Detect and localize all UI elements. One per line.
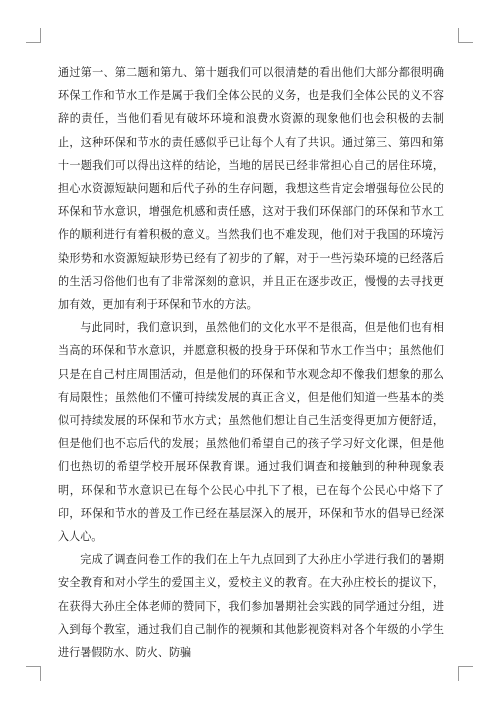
document-body — [58, 61, 444, 664]
crop-mark-bottom-left — [26, 666, 41, 681]
paragraph-survey-conclusions: 通过第一、第二题和第九、第十题我们可以很清楚的看出他们大部分都很明确环保工作和节水工作是属于我们全体公民的义务，也是我们全体公民的义不容辞的责任，当他们看见有破坏环境和浪费水资源的现象他们也会积极的去制止，这种环保和节水的责任感似乎已让每个人有了共识。通过第三、第四和第十一题我们可以得出这样的结论，当地的居民已经非常担心自己的居住环境，担心水资源短缺问题和后代子孙的生存问题，我想这些肯定会增强每位公民的环保和节水意识，增强危机感和责任感，这对于我们环保部门的环保和节水工作的顺利进行有着积极的意义。当然我们也不难发现，他们对于我国的环境污染形势和水资源短缺形势已经有了初步的了解，对于一些污染环境的已经落后的生活习俗他们也有了非常深刻的意识，并且正在逐步改正，慢慢的去寻找更加有效，更加有利于环保和节水的方法。 — [58, 66, 444, 312]
crop-mark-top-left — [26, 28, 41, 43]
crop-mark-top-right — [458, 28, 473, 43]
paragraph-school-education: 完成了调查问卷工作的我们在上午九点回到了大孙庄小学进行我们的暑期安全教育和对小学生的爱国主义，爱校主义的教育。在大孙庄校长的提议下，在获得大孙庄全体老师的赞同下，我们参加暑期社会实践的同学通过分组，进入到每个教室，通过我们自己制作的视频和其他影视资料对各个年级的小学生进行暑假防水、防火、防骗 — [58, 553, 444, 660]
crop-mark-bottom-right — [458, 666, 473, 681]
paragraph-awareness-findings: 与此同时，我们意识到，虽然他们的文化水平不是很高，但是他们也有相当高的环保和节水意识，并愿意积极的投身于环保和节水工作当中；虽然他们只是在自己村庄周围活动，但是他们的环保和节水观念却不像我们想象的那么有局限性；虽然他们不懂可持续发展的真正含义，但是他们知道一些基本的类似可持续发展的环保和节水方式；虽然他们想让自己生活变得更加方便舒适，但是他们也不忘后代的发展；虽然他们希望自己的孩子学习好文化课，但是他们也热切的希望学校开展环保教育课。通过我们调查和接触到的种种现象表明，环保和节水意识已在每个公民心中扎下了根，已在每个公民心中烙下了印，环保和节水的普及工作已经在基层深入的展开，环保和节水的倡导已经深入人心。 — [58, 321, 444, 544]
